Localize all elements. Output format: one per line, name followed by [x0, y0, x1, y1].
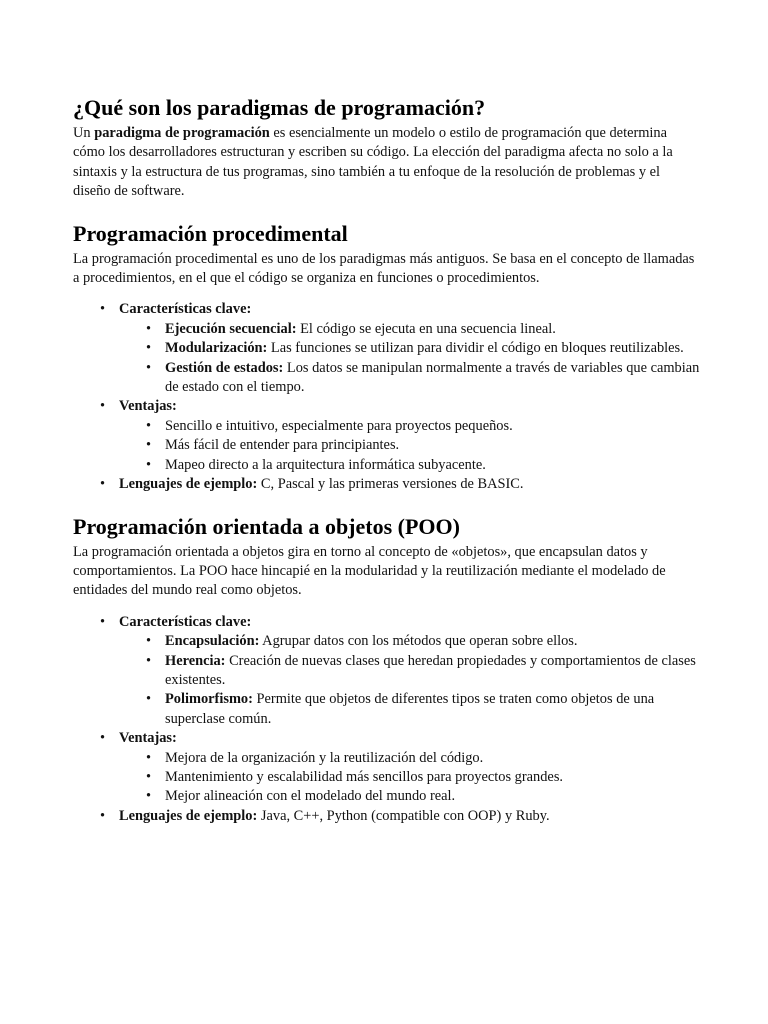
list-item: • Mejor alineación con el modelado del mundo real. [119, 787, 700, 806]
list-item: • Mejora de la organización y la reutilización del código. [119, 749, 700, 768]
list-item: • Sencillo e intuitivo, especialmente para proyectos pequeños. [119, 417, 700, 436]
languages-text: C, Pascal y las primeras versiones de BASIC. [257, 476, 524, 493]
advantages-label: Ventajas: [119, 398, 177, 415]
features-label: Características clave: [119, 613, 252, 630]
list-item [119, 320, 700, 339]
features-sublist [119, 632, 700, 729]
feature-desc: Agrupar datos con los métodos que operan sobre ellos. [259, 633, 578, 650]
heading-oop: Programación orientada a objetos (POO) [73, 513, 460, 539]
feature-desc: Los datos se manipulan normalmente a través de variables que cambian de estado con el tiempo. [165, 359, 700, 396]
feature-desc: Las funciones se utilizan para dividir el código en bloques reutilizables. [267, 340, 684, 357]
list-item: • Más fácil de entender para principiantes. [119, 436, 700, 455]
list-item [119, 339, 700, 358]
section-procedural [73, 220, 700, 495]
list-item-features [73, 300, 700, 397]
oop-list [73, 613, 700, 826]
features-sublist [119, 320, 700, 398]
intro-text-post: es esencialmente un modelo o estilo de programación que determina cómo los desarrolladores estructuran y escriben su código. La elección del paradigma afecta no solo a la sintaxis y la estructura de tus programas, sino también a tu enfoque de la resolución de problemas y el diseño de software. [73, 125, 673, 200]
advantages-sublist [119, 749, 700, 807]
languages-label: Lenguajes de ejemplo: [119, 476, 258, 493]
intro-text-pre: Un [73, 125, 95, 141]
procedural-list [73, 300, 700, 494]
list-item: • Mapeo directo a la arquitectura informática subyacente. [119, 456, 700, 475]
list-item-features [73, 613, 700, 729]
features-label: Características clave: [119, 301, 252, 318]
heading-procedural: Programación procedimental [73, 220, 348, 246]
paragraph-procedural-intro: La programación procedimental es uno de los paradigmas más antiguos. Se basa en el concepto de llamadas a procedimientos, en el que el código se organiza en funciones o procedimientos. [73, 250, 695, 287]
feature-term: Ejecución secuencial: [165, 320, 297, 337]
list-item-languages [73, 475, 700, 494]
feature-desc: Creación de nuevas clases que heredan propiedades y comportamientos de clases existentes. [165, 652, 696, 688]
intro-text-bold: paradigma de programación [94, 125, 270, 141]
list-item [119, 359, 700, 398]
feature-term: Herencia: [165, 652, 226, 669]
feature-term: Gestión de estados: [165, 359, 284, 376]
list-item [119, 690, 700, 729]
paragraph-paradigms-intro [73, 124, 700, 202]
heading-paradigms: ¿Qué son los paradigmas de programación? [73, 95, 486, 120]
feature-desc: El código se ejecuta en una secuencia lineal. [296, 320, 556, 337]
feature-term: Encapsulación: [165, 633, 260, 650]
advantages-sublist [119, 417, 700, 475]
section-paradigms [73, 94, 700, 202]
list-item [119, 632, 700, 651]
list-item-languages [73, 807, 700, 826]
list-item [119, 652, 700, 691]
list-item: • Mantenimiento y escalabilidad más sencillos para proyectos grandes. [119, 768, 700, 787]
list-item-advantages [73, 397, 700, 475]
advantages-label: Ventajas: [119, 730, 177, 747]
languages-text: Java, C++, Python (compatible con OOP) y Ruby. [257, 807, 550, 824]
section-oop [73, 513, 700, 827]
feature-desc: Permite que objetos de diferentes tipos se traten como objetos de una superclase común. [165, 691, 655, 727]
paragraph-oop-intro: La programación orientada a objetos gira en torno al concepto de «objetos», que encapsulan datos y comportamientos. La POO hace hincapié en la modularidad y la reutilización mediante el modelado de entidades del mundo real como objetos. [73, 543, 666, 599]
list-item-advantages [73, 729, 700, 807]
feature-term: Modularización: [165, 340, 268, 357]
languages-label: Lenguajes de ejemplo: [119, 807, 258, 824]
feature-term: Polimorfismo: [165, 691, 253, 708]
